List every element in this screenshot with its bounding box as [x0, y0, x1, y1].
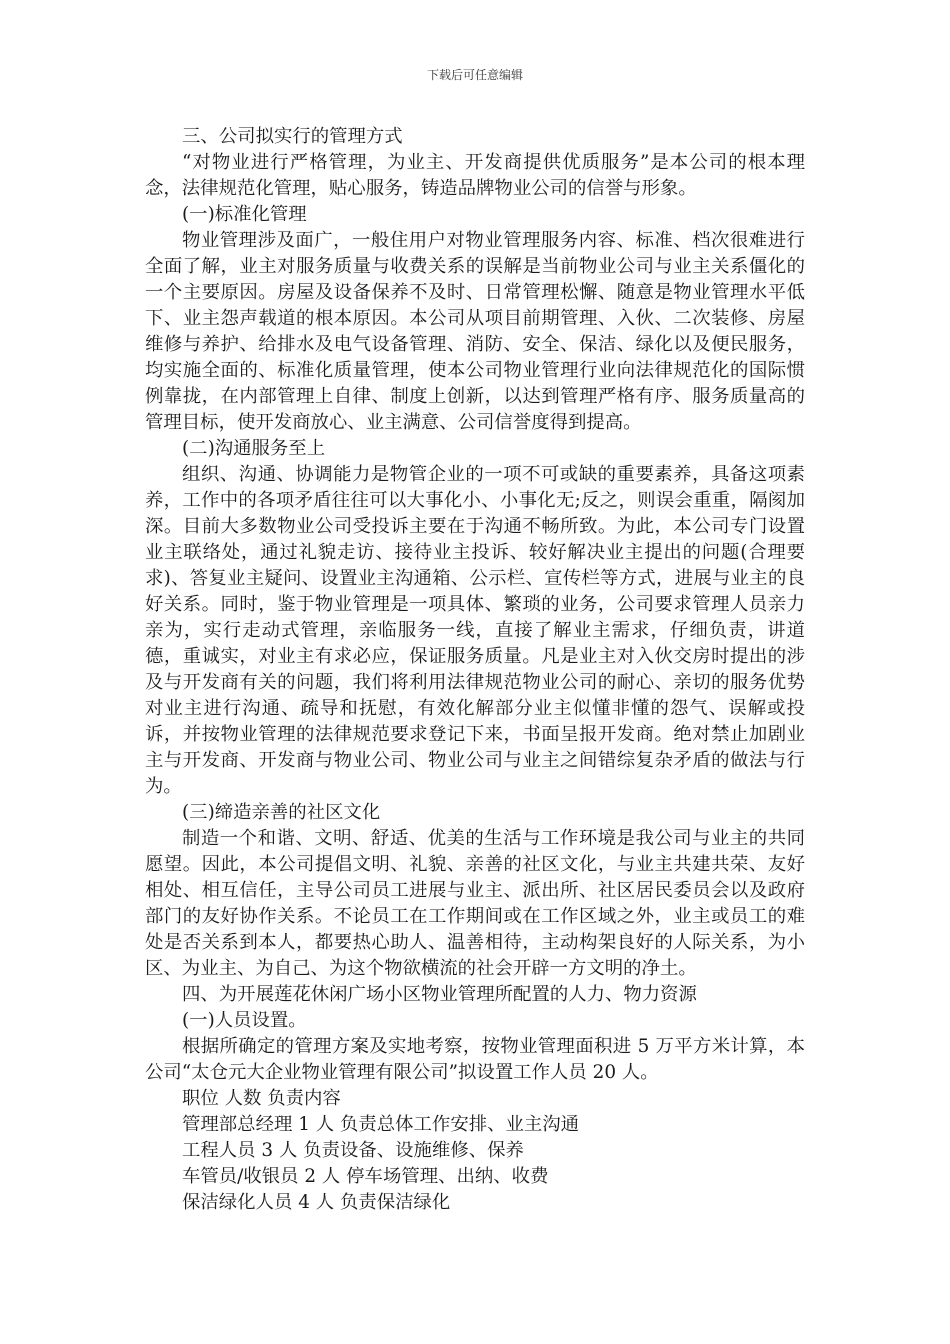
paragraph-community: 制造一个和谐、文明、舒适、优美的生活与工作环境是我公司与业主的共同愿望。因此，本公司提倡文明、礼貌、亲善的社区文化，与业主共建共荣、友好相处、相互信任，主导公司员工进展与业主、派出所、社区居民委员会以及政府部门的友好协作关系。不论员工在工作期间或在工作区域之外，业主或员工的难处是否关系到本人，都要热心助人、温善相待，主动构架良好的人际关系，为小区、为业主、为自己、为这个物欲横流的社会开辟一方文明的净土。 — [145, 828, 805, 979]
subheading-communication: (二)沟通服务至上 — [182, 438, 326, 459]
subheading-standardized: (一)标准化管理 — [182, 204, 307, 225]
subheading-community: (三)缔造亲善的社区文化 — [182, 802, 381, 823]
subheading-staffing: (一)人员设置。 — [182, 1010, 307, 1031]
staff-list-header: 职位 人数 负责内容 — [182, 1088, 341, 1109]
staff-list-row: 车管员/收银员 2 人 停车场管理、出纳、收费 — [182, 1166, 549, 1187]
page-header: 下载后可任意编辑 — [426, 68, 523, 82]
paragraph-staffing: 根据所确定的管理方案及实地考察，按物业管理面积进 5 万平方米计算，本公司“太仓元大企业物业管理有限公司”拟设置工作人员 20 人。 — [145, 1036, 805, 1083]
paragraph-communication: 组织、沟通、协调能力是物管企业的一项不可或缺的重要素养，具备这项素养，工作中的各项矛盾往往可以大事化小、小事化无;反之，则误会重重，隔阂加深。目前大多数物业公司受投诉主要在于沟通不畅所致。为此，本公司专门设置业主联络处，通过礼貌走访、接待业主投诉、较好解决业主提出的问题(合理要求)、答复业主疑问、设置业主沟通箱、公示栏、宣传栏等方式，进展与业主的良好关系。同时，鉴于物业管理是一项具体、繁琐的业务，公司要求管理人员亲力亲为，实行走动式管理，亲临服务一线，直接了解业主需求，仔细负责，讲道德，重诚实，对业主有求必应，保证服务质量。凡是业主对入伙交房时提出的涉及与开发商有关的问题，我们将利用法律规范物业公司的耐心、亲切的服务优势对业主进行沟通、疏导和抚慰，有效化解部分业主似懂非懂的怨气、误解或投诉，并按物业管理的法律规范要求登记下来，书面呈报开发商。绝对禁止加剧业主与开发商、开发商与物业公司、物业公司与业主之间错综复杂矛盾的做法与行为。 — [145, 464, 805, 797]
document-body — [145, 124, 805, 1216]
staff-list-row: 工程人员 3 人 负责设备、设施维修、保养 — [182, 1140, 524, 1161]
paragraph-standardized: 物业管理涉及面广，一般住用户对物业管理服务内容、标准、档次很难进行全面了解，业主对服务质量与收费关系的误解是当前物业公司与业主关系僵化的一个主要原因。房屋及设备保养不及时、日常管理松懈、随意是物业管理水平低下、业主怨声载道的根本原因。本公司从项目前期管理、入伙、二次装修、房屋维修与养护、给排水及电气设备管理、消防、安全、保洁、绿化以及便民服务，均实施全面的、标准化质量管理，使本公司物业管理行业向法律规范化的国际惯例靠拢，在内部管理上自律、制度上创新，以达到管理严格有序、服务质量高的管理目标，使开发商放心、业主满意、公司信誉度得到提高。 — [145, 230, 805, 433]
staff-list-row: 保洁绿化人员 4 人 负责保洁绿化 — [182, 1192, 451, 1213]
paragraph-philosophy: “对物业进行严格管理，为业主、开发商提供优质服务”是本公司的根本理念，法律规范化管理，贴心服务，铸造品牌物业公司的信誉与形象。 — [145, 152, 805, 199]
section-heading-3: 三、公司拟实行的管理方式 — [182, 126, 403, 147]
staff-list-row: 管理部总经理 1 人 负责总体工作安排、业主沟通 — [182, 1114, 580, 1135]
section-heading-4: 四、为开展莲花休闲广场小区物业管理所配置的人力、物力资源 — [182, 984, 697, 1005]
